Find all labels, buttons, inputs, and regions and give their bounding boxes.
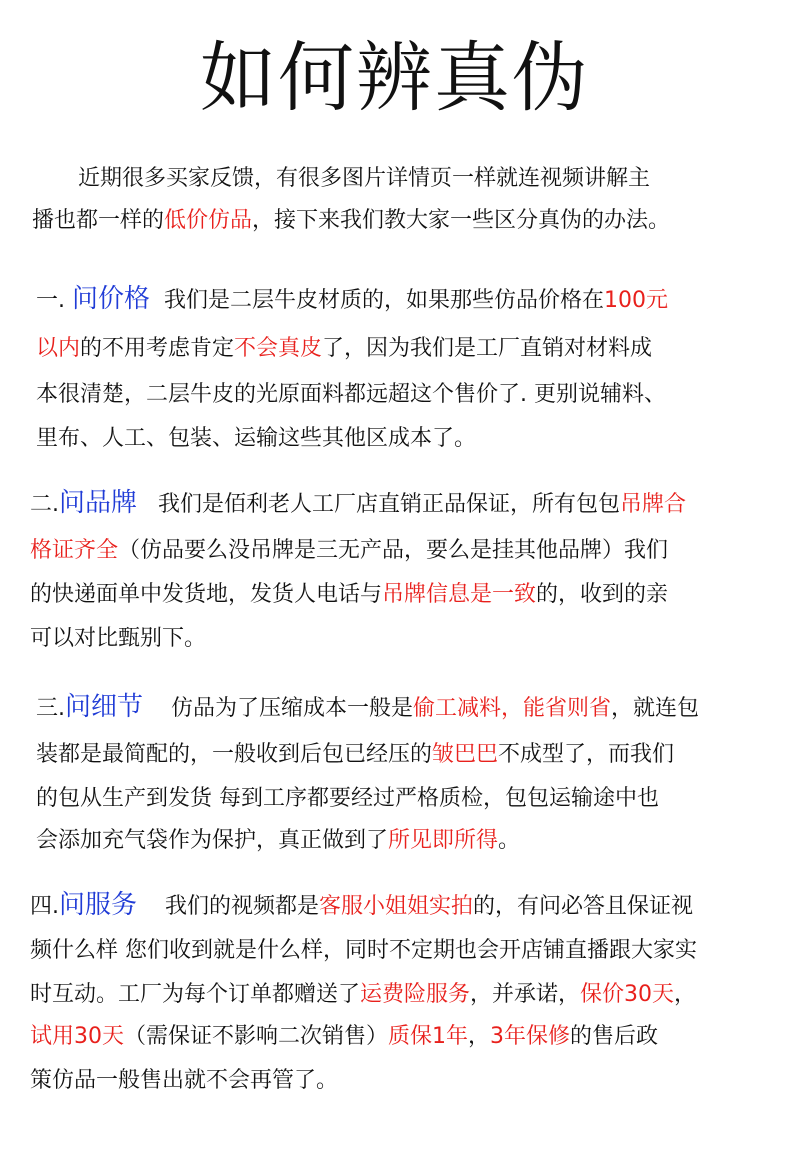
section-heading: 问价格	[72, 284, 151, 314]
section-text: 装都是最简配的，一般收到后包已经压的	[36, 742, 433, 767]
section-4-line-3	[30, 980, 696, 1010]
section-text: ，就连包	[611, 696, 700, 721]
section-text: 我们是二层牛皮材质的，如果那些仿品价格在	[164, 288, 605, 313]
section-4-line-1	[30, 890, 693, 922]
intro-line-2	[32, 206, 670, 236]
section-3-line-2	[36, 740, 674, 770]
highlight-text: 试用30天	[30, 1024, 124, 1049]
highlight-text: 不会真皮	[234, 336, 323, 361]
highlight-text: 100元	[604, 288, 669, 313]
section-4-line-4	[30, 1022, 658, 1052]
section-text: （需保证不影响二次销售）	[124, 1024, 389, 1049]
section-text: 的快递面单中发货地，发货人电话与	[30, 582, 383, 607]
highlight-text: 偷工减料，能省则省	[413, 696, 612, 721]
highlight-text: 低价仿品	[164, 208, 253, 233]
highlight-text: 皱巴巴	[432, 742, 499, 767]
section-text: ，	[674, 982, 697, 1007]
section-text: 会添加充气袋作为保护，真正做到了	[36, 828, 389, 853]
section-text: 我们的视频都是	[165, 894, 320, 919]
section-text: ，	[468, 1024, 491, 1049]
section-text: 的不用考虑肯定	[80, 336, 235, 361]
intro-text: ，接下来我们教大家一些区分真伪的办法。	[252, 208, 671, 233]
highlight-text: 3年保修	[490, 1024, 571, 1049]
section-number: 三.	[36, 696, 65, 721]
section-text: 了，因为我们是工厂直销对材料成	[322, 336, 653, 361]
intro-text: 近期很多买家反馈，有很多图片详情页一样就连视频讲解主	[78, 166, 651, 191]
section-1-line-2	[36, 334, 652, 364]
highlight-text: 格证齐全	[30, 538, 119, 563]
section-4-line-2: 频什么样 您们收到就是什么样，同时不定期也会开店铺直播跟大家实	[30, 938, 697, 963]
section-number: 四.	[30, 894, 59, 919]
highlight-text: 以内	[36, 336, 81, 361]
highlight-text: 客服小姐姐实拍	[319, 894, 474, 919]
section-text: 的，有问必答且保证视	[473, 894, 694, 919]
section-2-line-4: 可以对比甄别下。	[30, 626, 207, 651]
section-text: 我们是佰利老人工厂店直销正品保证，所有包包	[158, 492, 621, 517]
section-2-line-1	[30, 488, 686, 520]
highlight-text: 保价30天	[580, 982, 675, 1007]
highlight-text: 吊牌信息是一致	[382, 582, 537, 607]
section-text: （仿品要么没吊牌是三无产品，要么是挂其他品牌）我们	[118, 538, 669, 563]
section-heading: 问服务	[59, 890, 138, 920]
section-2-line-2	[30, 536, 668, 566]
section-number: 二.	[30, 492, 59, 517]
section-3-line-3: 的包从生产到发货 每到工序都要经过严格质检，包包运输途中也	[36, 786, 659, 811]
section-2-line-3	[30, 580, 668, 610]
section-heading: 问品牌	[59, 488, 138, 518]
highlight-text: 质保1年	[388, 1024, 469, 1049]
highlight-text: 所见即所得	[388, 828, 499, 853]
section-number: 一.	[36, 288, 65, 313]
section-text: ，并承诺，	[470, 982, 581, 1007]
intro-text: 播也都一样的	[32, 208, 165, 233]
section-1-line-4: 里布、人工、包装、运输这些其他区成本了。	[36, 426, 477, 451]
highlight-text: 运费险服务	[360, 982, 471, 1007]
section-text: 时互动。工厂为每个订单都赠送了	[30, 982, 361, 1007]
section-4-line-5: 策仿品一般售出就不会再管了。	[30, 1068, 339, 1093]
section-1-line-3: 本很清楚，二层牛皮的光原面料都远超这个售价了. 更别说辅料、	[36, 382, 666, 407]
section-text: 。	[498, 828, 521, 853]
section-text: 的售后政	[570, 1024, 659, 1049]
page-title: 如何辨真伪	[200, 33, 590, 122]
section-3-line-1	[36, 692, 699, 724]
section-1-line-1	[36, 284, 668, 316]
section-3-line-4	[36, 826, 520, 856]
highlight-text: 吊牌合	[620, 492, 687, 517]
intro-line-1	[78, 164, 650, 194]
section-heading: 问细节	[65, 692, 144, 722]
section-text: 不成型了，而我们	[498, 742, 675, 767]
section-text: 仿品为了压缩成本一般是	[171, 696, 414, 721]
section-text: 的，收到的亲	[536, 582, 669, 607]
